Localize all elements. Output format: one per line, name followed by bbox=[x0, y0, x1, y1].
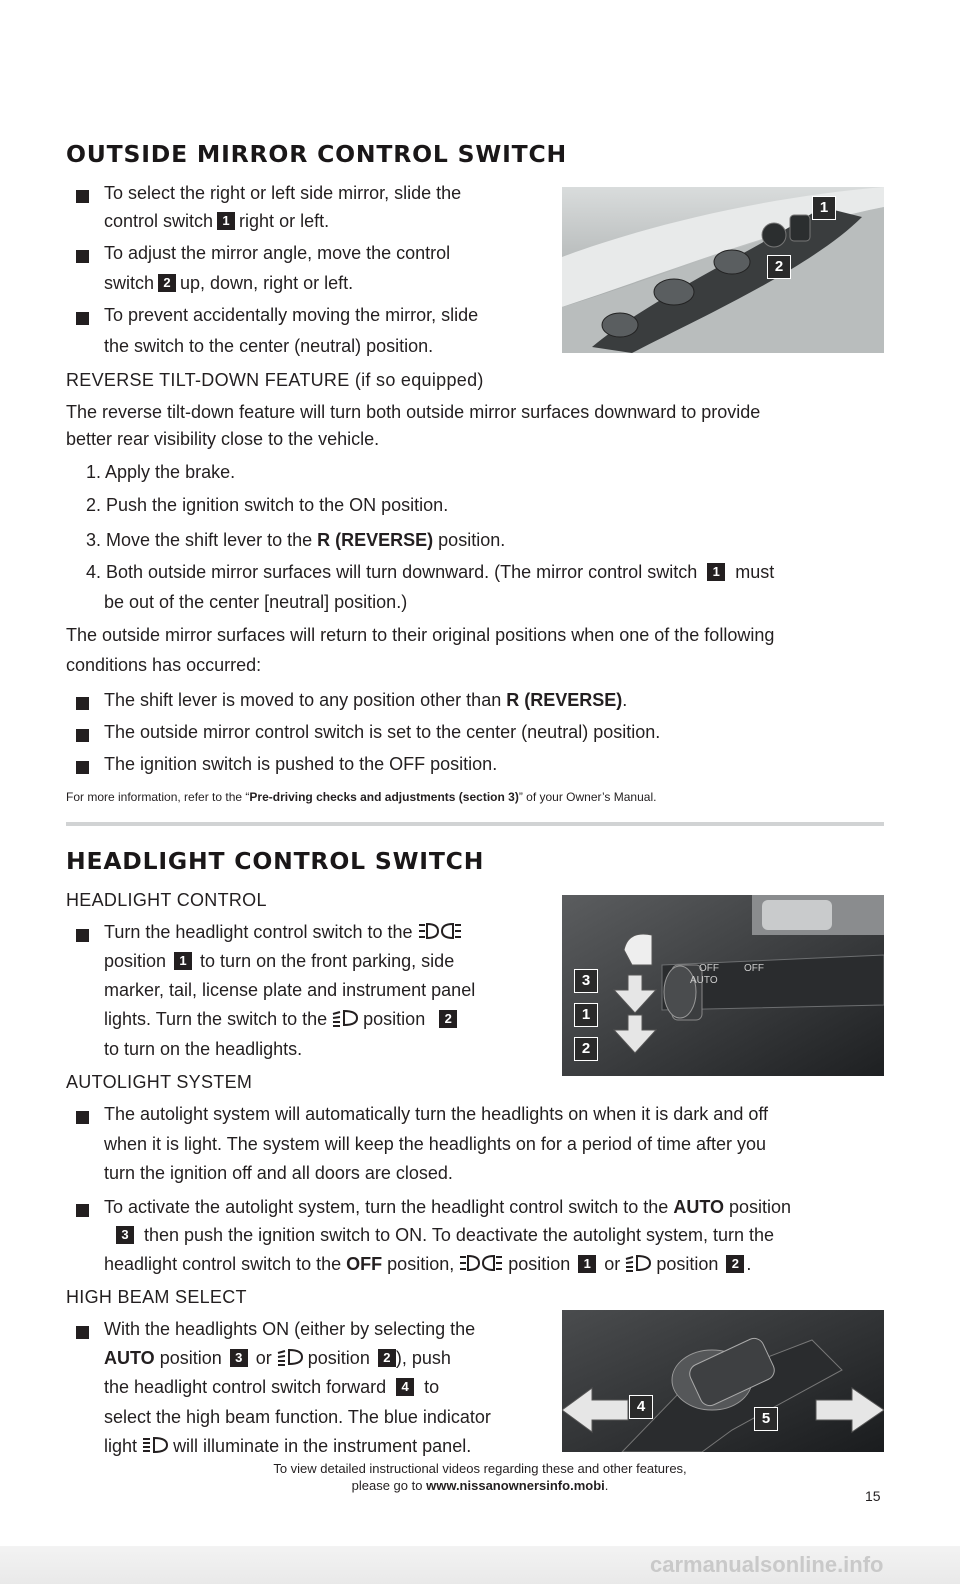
callout-number: 2 bbox=[439, 1010, 457, 1028]
text: . bbox=[622, 690, 628, 710]
footer-line-2 bbox=[0, 1477, 960, 1494]
bullet-square bbox=[76, 729, 89, 742]
autolight-bullet-2c: headlight control switch to the OFF position, position 1 or position 2 . bbox=[104, 1254, 752, 1274]
bullet-square bbox=[76, 190, 89, 203]
headlight-bullet-c: marker, tail, license plate and instrument panel bbox=[104, 980, 476, 1000]
high-beam-photo bbox=[562, 1310, 884, 1452]
text: headlight control switch to the bbox=[104, 1254, 342, 1274]
text: position bbox=[307, 1348, 370, 1368]
high-beam-illustration bbox=[562, 1310, 884, 1452]
high-beam-bullet-c bbox=[104, 1372, 439, 1403]
reverse-para-1b: better rear visibility close to the vehicle. bbox=[66, 429, 380, 449]
mirror-bullet-1b bbox=[104, 206, 329, 237]
step-3 bbox=[86, 525, 505, 556]
bullet-square bbox=[76, 761, 89, 774]
mirror-bullet-2a: To adjust the mirror angle, move the control bbox=[104, 243, 451, 263]
headlight-bullet-a bbox=[104, 917, 462, 948]
autolight-bullet-2a bbox=[104, 1192, 791, 1223]
photo-label-auto: AUTO bbox=[690, 975, 718, 986]
high-beam-bullet-e bbox=[104, 1431, 471, 1462]
text: Turn the headlight control switch to the bbox=[104, 922, 413, 942]
headlight-bullet-e: to turn on the headlights. bbox=[104, 1039, 303, 1059]
text: For more information, refer to the “ bbox=[66, 790, 250, 804]
condition-2: The outside mirror control switch is set to the center (neutral) position. bbox=[104, 722, 661, 742]
autolight-bullet-1c: turn the ignition off and all doors are closed. bbox=[104, 1163, 453, 1183]
callout-number: 1 bbox=[578, 1255, 596, 1273]
callout-number: 4 bbox=[396, 1378, 414, 1396]
callout-number: 1 bbox=[707, 563, 725, 581]
text: must bbox=[735, 562, 775, 582]
text: position. bbox=[438, 530, 506, 550]
footer-link[interactable]: www.nissanownersinfo.mobi bbox=[426, 1478, 605, 1493]
photo-callout-1: 1 bbox=[812, 196, 836, 220]
owners-manual-reference bbox=[66, 789, 656, 805]
text: The shift lever is moved to any position other than bbox=[104, 690, 502, 710]
mirror-section-title: OUTSIDE MIRROR CONTROL SWITCH bbox=[66, 140, 567, 168]
step-1: 1. Apply the brake. bbox=[86, 462, 236, 482]
headlight-bullet-d bbox=[104, 1004, 461, 1035]
callout-number: 2 bbox=[158, 274, 176, 292]
high-beam-bullet-b bbox=[104, 1343, 451, 1374]
text: Pre-driving checks and adjustments (section 3) bbox=[249, 790, 519, 804]
mirror-bullet-3b: the switch to the center (neutral) position. bbox=[104, 336, 434, 356]
text: 4. Both outside mirror surfaces will turn downward. (The mirror control switch bbox=[86, 562, 698, 582]
text: ), push bbox=[395, 1348, 451, 1368]
step-2: 2. Push the ignition switch to the ON position. bbox=[86, 495, 449, 515]
return-para-b: conditions has occurred: bbox=[66, 655, 262, 675]
mirror-bullet-1a: To select the right or left side mirror, slide the bbox=[104, 183, 462, 203]
headlight-icon bbox=[332, 1009, 358, 1027]
bullet-square bbox=[76, 929, 89, 942]
text: R (REVERSE) bbox=[506, 690, 623, 710]
footer-line-1: To view detailed instructional videos regarding these and other features, bbox=[273, 1461, 687, 1476]
step-4 bbox=[86, 557, 774, 588]
text: to bbox=[424, 1377, 440, 1397]
photo-callout-4: 4 bbox=[629, 1395, 653, 1419]
watermark-text: carmanualsonline.info bbox=[650, 1552, 884, 1577]
headlight-icon bbox=[277, 1348, 303, 1366]
reverse-para-1a: The reverse tilt-down feature will turn both outside mirror surfaces downward to provide bbox=[66, 402, 761, 422]
photo-callout-2: 2 bbox=[574, 1037, 598, 1061]
mirror-bullet-3a: To prevent accidentally moving the mirror, slide bbox=[104, 305, 479, 325]
photo-callout-2: 2 bbox=[767, 255, 791, 279]
photo-callout-5: 5 bbox=[754, 1407, 778, 1431]
condition-3: The ignition switch is pushed to the OFF position. bbox=[104, 754, 498, 774]
callout-number: 2 bbox=[726, 1255, 744, 1273]
headlight-control-heading: HEADLIGHT CONTROL bbox=[66, 890, 267, 910]
text: or bbox=[604, 1254, 621, 1274]
autolight-bullet-1a: The autolight system will automatically turn the headlights on when it is dark and off bbox=[104, 1104, 769, 1124]
high-beam-bullet-a: With the headlights ON (either by selecting the bbox=[104, 1319, 476, 1339]
text: right or left. bbox=[239, 211, 330, 231]
bullet-square bbox=[76, 1111, 89, 1124]
mirror-bullet-2b bbox=[104, 268, 353, 299]
text: switch bbox=[104, 273, 155, 293]
parking-light-icon bbox=[418, 922, 462, 940]
bullet-square bbox=[76, 1326, 89, 1339]
text: position bbox=[508, 1254, 571, 1274]
photo-label-off: OFF bbox=[699, 963, 719, 974]
text: the headlight control switch forward bbox=[104, 1377, 387, 1397]
bullet-square bbox=[76, 697, 89, 710]
text: will illuminate in the instrument panel. bbox=[173, 1436, 472, 1456]
text: position, bbox=[387, 1254, 455, 1274]
text: light bbox=[104, 1436, 138, 1456]
headlight-icon bbox=[625, 1254, 651, 1272]
autolight-heading: AUTOLIGHT SYSTEM bbox=[66, 1072, 253, 1092]
high-beam-bullet-d: select the high beam function. The blue indicator bbox=[104, 1407, 491, 1427]
stalk-illustration bbox=[562, 895, 884, 1076]
bullet-square bbox=[76, 250, 89, 263]
text: position bbox=[159, 1348, 222, 1368]
text: position bbox=[656, 1254, 719, 1274]
mirror-switch-photo bbox=[562, 187, 884, 353]
callout-number: 3 bbox=[116, 1226, 134, 1244]
bullet-square bbox=[76, 312, 89, 325]
autolight-bullet-1b: when it is light. The system will keep the headlights on for a period of time after you bbox=[104, 1134, 767, 1154]
page-number: 15 bbox=[865, 1488, 881, 1504]
condition-1 bbox=[104, 685, 627, 716]
text: or bbox=[255, 1348, 272, 1368]
high-beam-indicator-icon bbox=[142, 1436, 168, 1454]
headlight-section-title: HEADLIGHT CONTROL SWITCH bbox=[66, 847, 485, 875]
text: lights. Turn the switch to the bbox=[104, 1009, 328, 1029]
text: ” of your Owner’s Manual. bbox=[518, 790, 657, 804]
headlight-stalk-photo bbox=[562, 895, 884, 1076]
parking-light-icon bbox=[459, 1254, 503, 1272]
section-divider bbox=[66, 822, 884, 826]
photo-label-off-2: OFF bbox=[744, 963, 764, 974]
callout-number: 1 bbox=[217, 212, 235, 230]
text: to turn on the front parking, side bbox=[200, 951, 455, 971]
photo-callout-1: 1 bbox=[574, 1003, 598, 1027]
text: position bbox=[104, 951, 167, 971]
text: then push the ignition switch to ON. To deactivate the autolight system, turn the bbox=[144, 1225, 775, 1245]
text: R (REVERSE) bbox=[317, 530, 434, 550]
text: To activate the autolight system, turn the headlight control switch to the bbox=[104, 1197, 669, 1217]
callout-number: 2 bbox=[378, 1349, 396, 1367]
text: AUTO bbox=[104, 1348, 155, 1368]
bullet-square bbox=[76, 1204, 89, 1217]
autolight-bullet-2b bbox=[104, 1220, 774, 1251]
reverse-tilt-heading: REVERSE TILT-DOWN FEATURE (if so equipped) bbox=[66, 370, 484, 390]
text: please go to bbox=[351, 1478, 423, 1493]
headlight-bullet-b bbox=[104, 946, 454, 977]
return-para-a: The outside mirror surfaces will return to their original positions when one of the following bbox=[66, 625, 775, 645]
text: position bbox=[729, 1197, 792, 1217]
callout-number: 1 bbox=[174, 952, 192, 970]
text: up, down, right or left. bbox=[180, 273, 354, 293]
text: 3. Move the shift lever to the bbox=[86, 530, 313, 550]
text: position bbox=[363, 1009, 426, 1029]
text: AUTO bbox=[673, 1197, 724, 1217]
high-beam-heading: HIGH BEAM SELECT bbox=[66, 1287, 247, 1307]
text: OFF bbox=[346, 1254, 383, 1274]
text: . bbox=[604, 1478, 609, 1493]
callout-number: 3 bbox=[230, 1349, 248, 1367]
footer-note bbox=[0, 1460, 960, 1494]
photo-callout-3: 3 bbox=[574, 969, 598, 993]
step-4b: be out of the center [neutral] position.) bbox=[104, 592, 408, 612]
text: control switch bbox=[104, 211, 214, 231]
